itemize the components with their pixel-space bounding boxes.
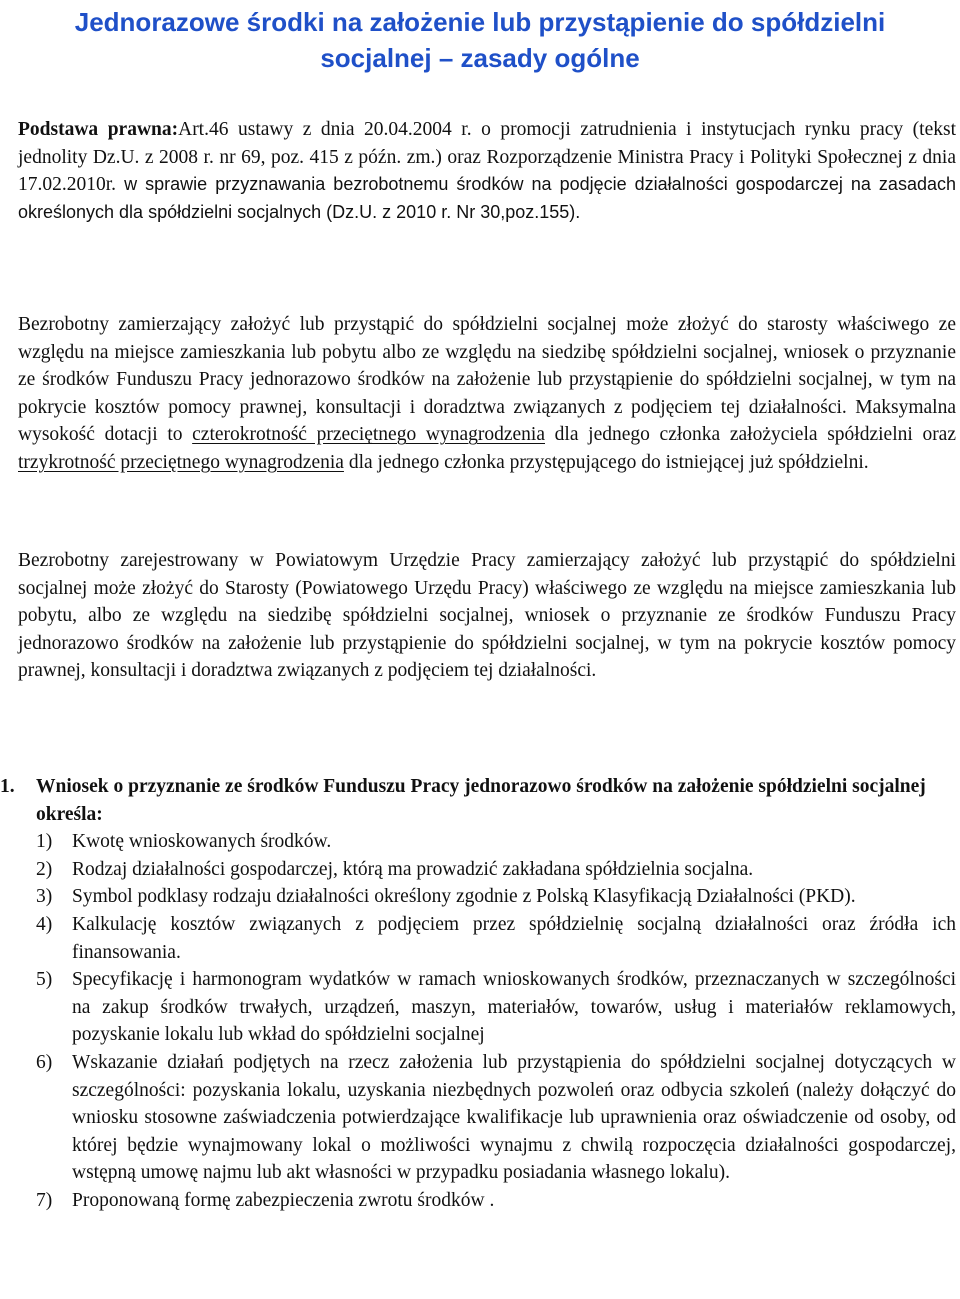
list-item bbox=[0, 966, 956, 1049]
paragraph-registered-unemployed: Bezrobotny zarejestrowany w Powiatowym Urzędzie Pracy zamierzający założyć lub przystąpić do spółdzielni socjalnej może złożyć do Starosty (Powiatowego Urzędu Pracy) właściwego ze względu na miejsce zamieszkania lub pobytu, albo ze względu na siedzibę spółdzielni socjalnej, wniosek o przyznanie ze środków Funduszu Pracy jednorazowo środków na założenie lub przystąpienie do spółdzielni socjalnej, w tym na pokrycie kosztów pomocy prawnej, konsultacji i doradztwa związanych z podjęciem tej działalności. bbox=[18, 550, 956, 682]
list-item-number: 2) bbox=[36, 858, 53, 880]
paragraph-eligibility-text-2: dla jednego członka założyciela spółdzielni oraz bbox=[545, 424, 956, 446]
legal-basis-paragraph bbox=[18, 116, 956, 226]
legal-basis-label: Podstawa prawna: bbox=[18, 119, 179, 140]
underlined-amount-founder: czterokrotność przeciętnego wynagrodzenia bbox=[192, 424, 545, 446]
list-item-text: Rodzaj działalności gospodarczej, którą ma prowadzić zakładana spółdzielnia socjalna. bbox=[72, 858, 754, 880]
underlined-amount-joining: trzykrotność przeciętnego wynagrodzenia bbox=[18, 451, 344, 473]
paragraph-eligibility-text-3: dla jednego członka przystępującego do istniejącej już spółdzielni. bbox=[343, 451, 869, 473]
requirements-list bbox=[0, 828, 960, 1214]
list-item-number: 1) bbox=[36, 831, 53, 853]
legal-basis-regulation-text: w sprawie przyznawania bezrobotnemu środków na podjęcie działalności gospodarczej na zasadach określonych dla spółdzielni socjalnych (Dz.U. z 2010 r. Nr 30,poz.155). bbox=[18, 174, 956, 222]
list-item-number: 5) bbox=[36, 969, 53, 991]
section-heading bbox=[0, 773, 956, 828]
list-item bbox=[0, 856, 956, 884]
application-requirements-section bbox=[0, 773, 960, 1215]
list-item bbox=[0, 1187, 956, 1215]
list-item bbox=[0, 828, 956, 856]
list-item-text: Kalkulację kosztów związanych z podjęciem przez spółdzielnię socjalną działalności oraz źródła ich finansowania. bbox=[72, 913, 956, 963]
list-item bbox=[0, 1049, 956, 1187]
list-item-text: Wskazanie działań podjętych na rzecz założenia lub przystąpienia do spółdzielni socjalnej dotyczących w szczególności: pozyskania lokalu, uzyskania niezbędnych pozwoleń oraz odbycia szkoleń (należy dołączyć do wniosku stosowne zaświadczenia potwierdzające kwalifikacje lub uprawnienia oraz oświadczenie od osoby, od której będzie wynajmowany lokal o możliwości wynajmu z chwilą rozpoczęcia działalności gospodarczej, wstępną umowę najmu lub akt własności w przypadku posiadania własnego lokalu). bbox=[72, 1051, 956, 1184]
list-item-text: Kwotę wnioskowanych środków. bbox=[72, 831, 332, 853]
list-item-number: 7) bbox=[36, 1189, 53, 1211]
list-item-text: Symbol podklasy rodzaju działalności określony zgodnie z Polską Klasyfikacją Działalności (PKD). bbox=[72, 886, 856, 908]
document-title: Jednorazowe środki na założenie lub przystąpienie do spółdzielni socjalnej – zasady ogólne bbox=[74, 7, 886, 73]
list-item-number: 4) bbox=[36, 913, 53, 935]
paragraph-eligibility bbox=[18, 311, 956, 477]
section-heading-text: Wniosek o przyznanie ze środków Funduszu Pracy jednorazowo środków na założenie spółdzielni socjalnej określa: bbox=[36, 776, 926, 825]
list-item-text: Specyfikację i harmonogram wydatków w ramach wnioskowanych środków, przeznaczanych w szczególności na zakup środków trwałych, urządzeń, maszyn, materiałów, towarów, usług i materiałów reklamowych, pozyskanie lokalu lub wkład do spółdzielni socjalnej bbox=[72, 969, 956, 1046]
legal-basis-text: Art.46 ustawy z dnia 20.04.2004 r. o promocji zatrudnienia i instytucjach rynku pracy (tekst jednolity Dz.U. z 2008 r. nr 69, poz. 415 z późn. zm.) oraz Rozporządzenie Ministra Pracy i Polityki Społecznej z dnia 17.02.2010r. bbox=[18, 119, 956, 196]
section-number: 1. bbox=[0, 776, 15, 797]
list-item-text: Proponowaną formę zabezpieczenia zwrotu środków . bbox=[72, 1189, 495, 1211]
list-item-number: 3) bbox=[36, 886, 53, 908]
paragraph-eligibility-text: Bezrobotny zamierzający założyć lub przystąpić do spółdzielni socjalnej może złożyć do starosty właściwego ze względu na miejsce zamieszkania lub pobytu albo ze względu na siedzibę spółdzielni socjalnej, wniosek o przyznanie ze środków Funduszu Pracy jednorazowo środków na założenie lub przystąpienie do spółdzielni socjalnej, w tym na pokrycie kosztów pomocy prawnej, konsultacji i doradztwa związanych z podjęciem tej działalności. Maksymalna wysokość dotacji to bbox=[18, 314, 956, 446]
list-item-number: 6) bbox=[36, 1051, 53, 1073]
list-item bbox=[0, 883, 956, 911]
list-item bbox=[0, 911, 956, 966]
